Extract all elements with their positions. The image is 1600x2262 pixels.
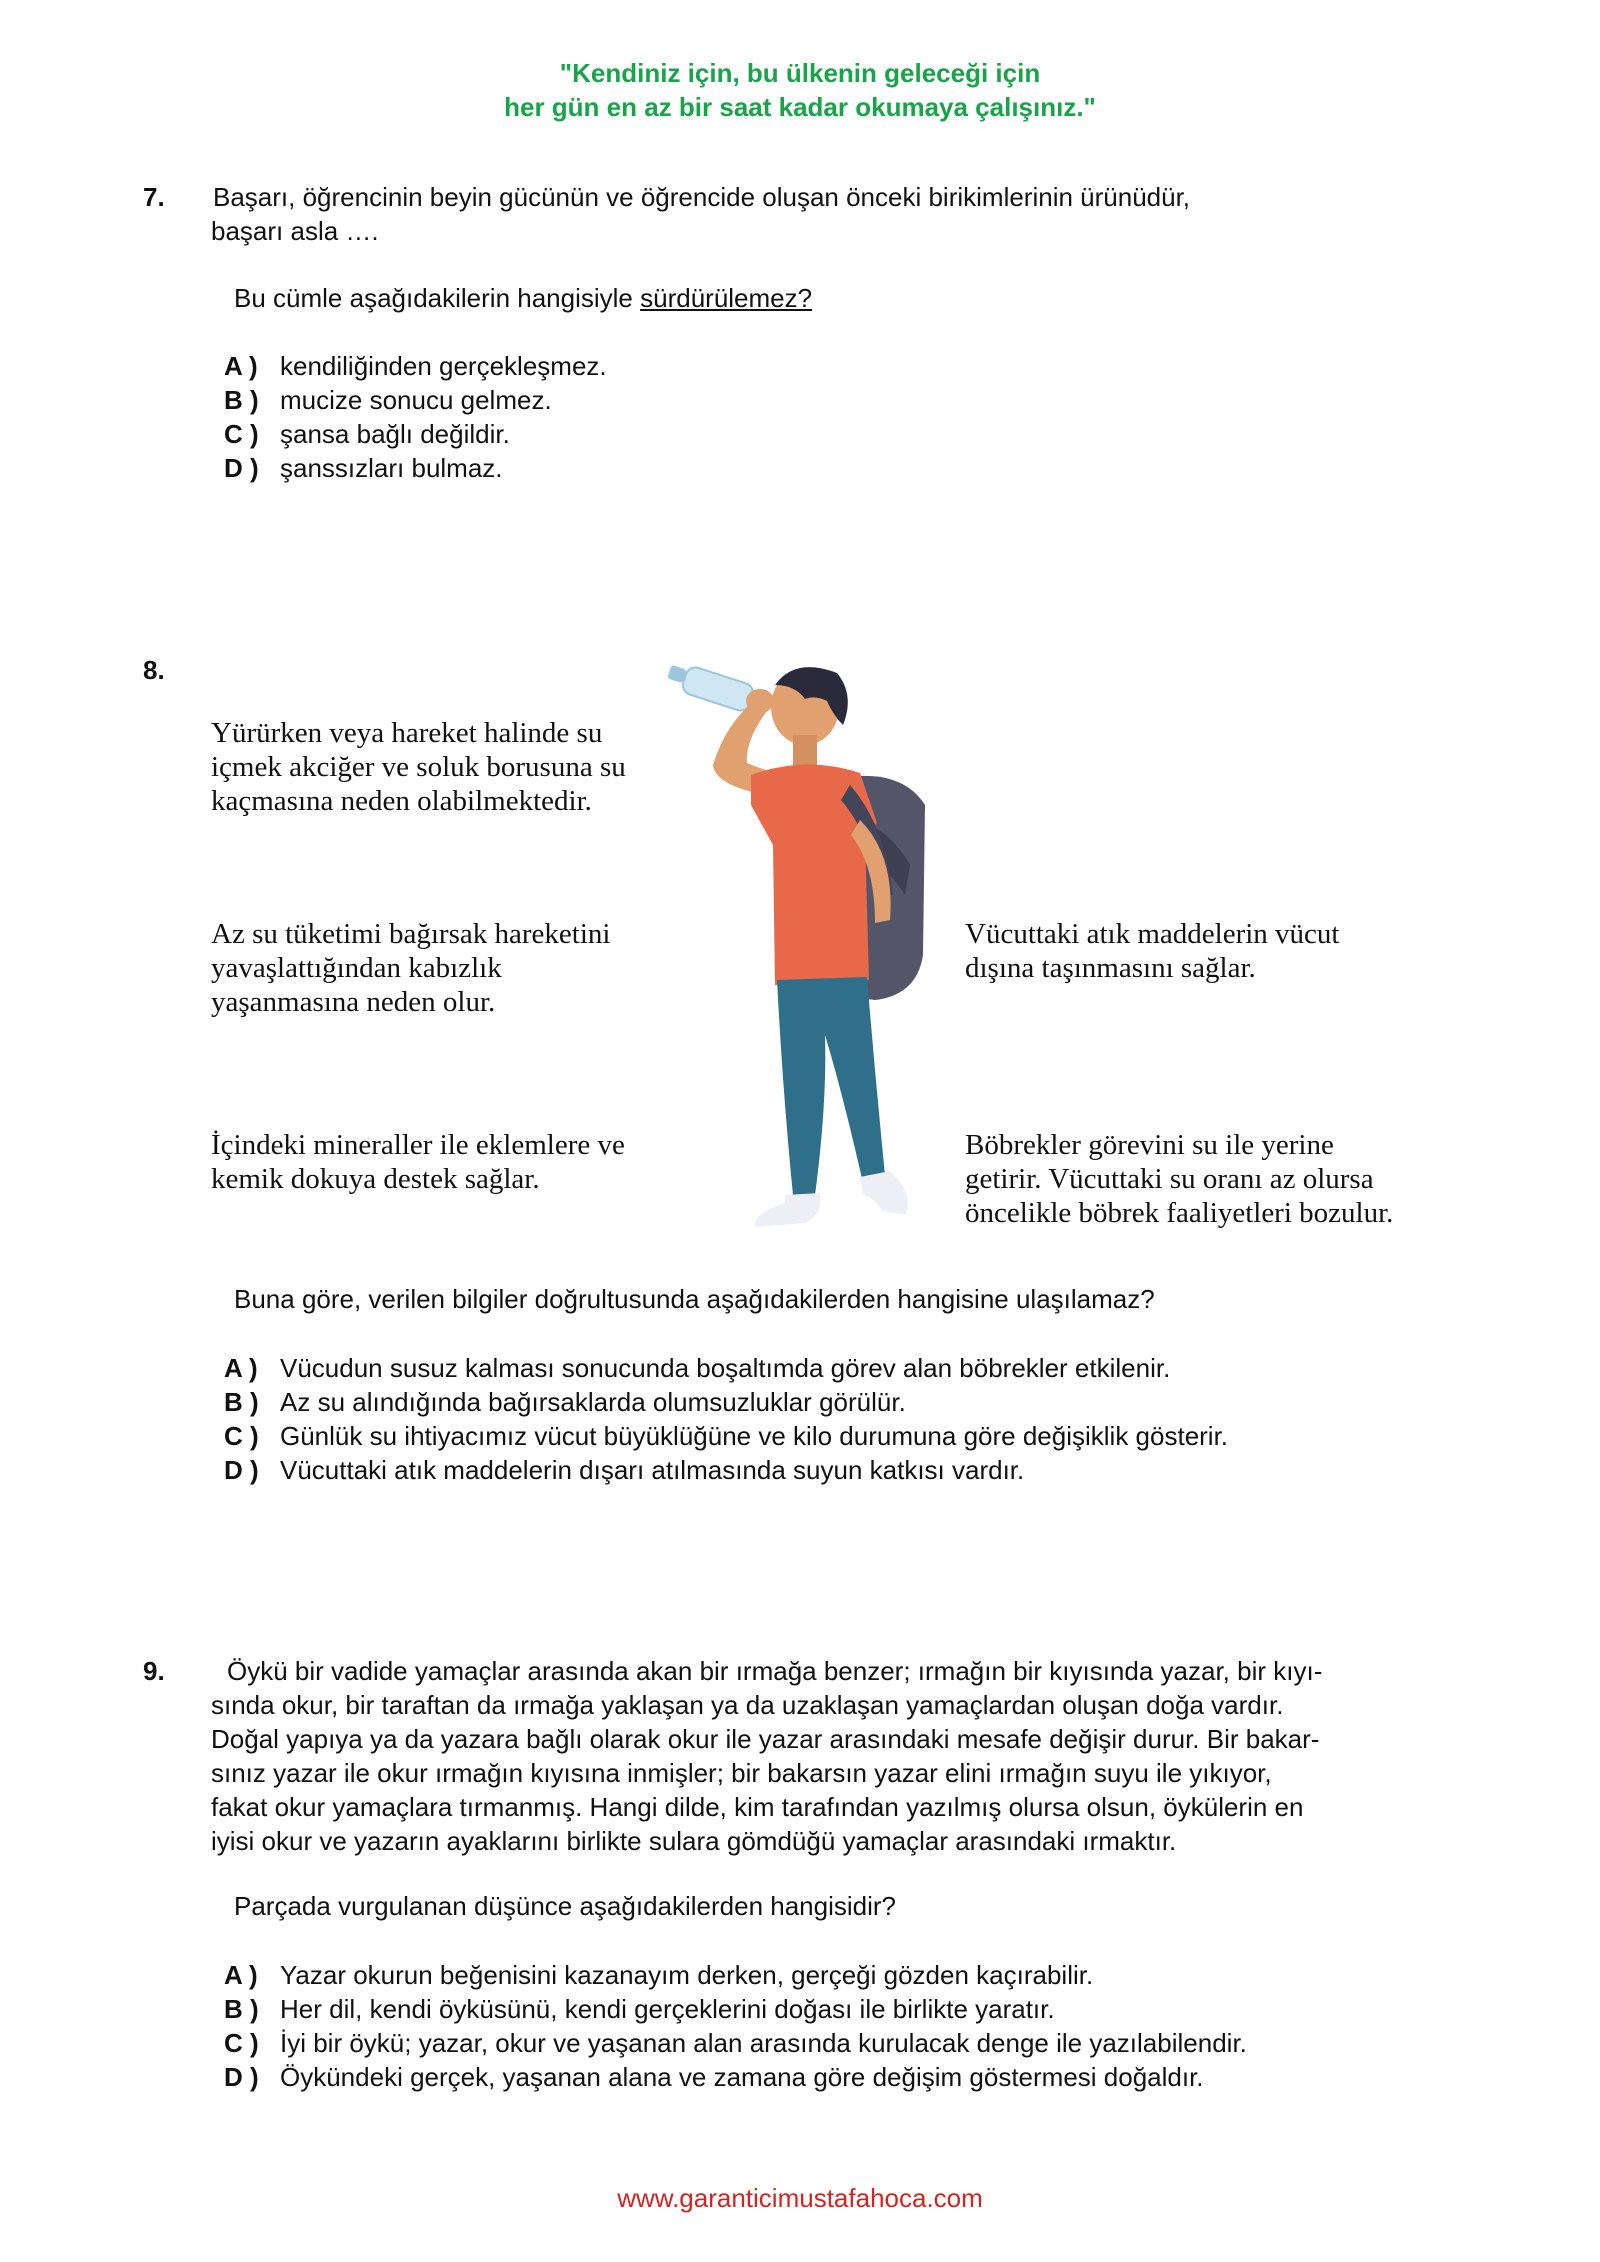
passage-line: iyisi okur ve yazarın ayaklarını birlikte sulara gömdüğü yamaçlar arasındaki ırmaktır. [211,1826,1177,1856]
q8-info-2-line: Az su tüketimi bağırsak hareketini [211,918,611,950]
q8-info-3-line: kemik dokuya destek sağlar. [211,1163,540,1195]
header-line-1: "Kendiniz için, bu ülkenin geleceği için [559,58,1041,88]
option-text: Günlük su ihtiyacımız vücut büyüklüğüne ve kilo durumuna göre değişiklik gösterir. [280,1421,1229,1451]
header-line-2: her gün en az bir saat kadar okumaya çalışınız." [504,92,1096,122]
q7-option-d[interactable] [224,451,503,485]
q8-option-b[interactable] [224,1385,906,1419]
option-letter: A ) [224,1353,258,1383]
question-7-prompt-underlined: sürdürülemez? [640,283,813,313]
question-9-prompt: Parçada vurgulanan düşünce aşağıdakilerden hangisidir? [234,1891,897,1921]
q8-info-5-line: getirir. Vücuttaki su oranı az olursa [965,1163,1374,1195]
q8-info-5-line: öncelikle böbrek faaliyetleri bozulur. [965,1197,1394,1229]
question-8-prompt: Buna göre, verilen bilgiler doğrultusunda aşağıdakilerden hangisine ulaşılamaz? [234,1284,1155,1314]
q8-info-2-line: yavaşlattığından kabızlık [211,952,502,984]
q9-option-c[interactable] [224,2026,1247,2060]
option-letter: A ) [224,1960,258,1990]
q7-option-a[interactable] [224,349,607,383]
q8-info-2-line: yaşanmasına neden olur. [211,986,496,1018]
q8-info-1-line: Yürürken veya hareket halinde su [211,717,603,749]
option-text: kendiliğinden gerçekleşmez. [280,351,607,381]
option-letter: C ) [224,419,259,449]
question-7-number: 7. [143,182,165,212]
passage-line: fakat okur yamaçlara tırmanmış. Hangi dilde, kim tarafından yazılmış olursa olsun, öykülerin en [211,1792,1304,1822]
q8-info-2 [211,917,610,1019]
option-text: Vücudun susuz kalması sonucunda boşaltımda görev alan böbrekler etkilenir. [280,1353,1171,1383]
q8-info-4-line: dışına taşınmasını sağlar. [965,952,1256,984]
q8-info-3 [211,1128,625,1196]
option-text: Yazar okurun beğenisini kazanayım derken, gerçeği gözden kaçırabilir. [280,1960,1094,1990]
option-text: Vücuttaki atık maddelerin dışarı atılmasında suyun katkısı vardır. [280,1455,1025,1485]
header-quote [0,56,1600,124]
passage-line: sınız yazar ile okur ırmağın kıyısına inmişler; bir bakarsın yazar elini ırmağın suyu ile yıkıyor, [211,1758,1272,1788]
option-letter: B ) [224,385,259,415]
q8-info-5-line: Böbrekler görevini su ile yerine [965,1129,1334,1161]
right-shoe [860,1171,908,1215]
water-bottle-icon [667,665,755,713]
option-text: mucize sonucu gelmez. [280,385,552,415]
q8-info-4-line: Vücuttaki atık maddelerin vücut [965,918,1340,950]
question-7-prompt-text: Bu cümle aşağıdakilerin hangisiyle [234,283,641,313]
option-text: Her dil, kendi öyküsünü, kendi gerçeklerini doğası ile birlikte yaratır. [280,1994,1055,2024]
passage-line: sında okur, bir taraftan da ırmağa yaklaşan ya da uzaklaşan yamaçlardan oluşan doğa vardır. [211,1690,1284,1720]
q8-option-c[interactable] [224,1419,1228,1453]
option-letter: C ) [224,2028,259,2058]
question-9-passage [211,1654,1411,1858]
q9-option-d[interactable] [224,2060,1204,2094]
q7-option-b[interactable] [224,383,552,417]
option-letter: B ) [224,1387,259,1417]
q8-info-1-line: içmek akciğer ve soluk borusuna su [211,751,626,783]
footer-website-link[interactable]: www.garanticimustafahoca.com [617,2183,983,2213]
option-letter: C ) [224,1421,259,1451]
passage-line: Doğal yapıya ya da yazara bağlı olarak okur ile yazar arasındaki mesafe değişir durur. Bir bakar- [211,1724,1320,1754]
option-letter: D ) [224,453,259,483]
left-shoe [755,1193,821,1227]
q9-option-a[interactable] [224,1958,1093,1992]
passage-line: Öykü bir vadide yamaçlar arasında akan bir ırmağa benzer; ırmağın bir kıyısında yazar, bir kıyı- [227,1656,1323,1686]
man-drinking-water-illustration [655,655,955,1275]
q8-option-a[interactable] [224,1351,1170,1385]
q8-info-1-line: kaçmasına neden olabilmektedir. [211,785,592,817]
q7-option-c[interactable] [224,417,510,451]
q9-option-b[interactable] [224,1992,1055,2026]
option-letter: D ) [224,1455,259,1485]
option-text: şanssızları bulmaz. [280,453,503,483]
option-letter: D ) [224,2062,259,2092]
q8-info-3-line: İçindeki mineraller ile eklemlere ve [211,1129,625,1161]
q8-info-1 [211,716,626,818]
q8-info-4 [965,917,1339,985]
option-letter: B ) [224,1994,259,2024]
question-8-number: 8. [143,655,165,685]
option-text: İyi bir öykü; yazar, okur ve yaşanan alan arasında kurulacak denge ile yazılabilendir. [280,2028,1247,2058]
option-letter: A ) [224,351,258,381]
question-9-number: 9. [143,1656,165,1686]
option-text: Az su alındığında bağırsaklarda olumsuzluklar görülür. [280,1387,906,1417]
question-7-stem-line-1: Başarı, öğrencinin beyin gücünün ve öğrencide oluşan önceki birikimlerinin ürünüdür, [213,182,1191,212]
pants [777,977,885,1195]
q8-info-5 [965,1128,1393,1230]
option-text: Öykündeki gerçek, yaşanan alana ve zamana göre değişim göstermesi doğaldır. [280,2062,1204,2092]
question-7-stem-line-2: başarı asla …. [211,216,379,246]
question-7-prompt [234,283,812,314]
q8-option-d[interactable] [224,1453,1024,1487]
option-text: şansa bağlı değildir. [280,419,510,449]
